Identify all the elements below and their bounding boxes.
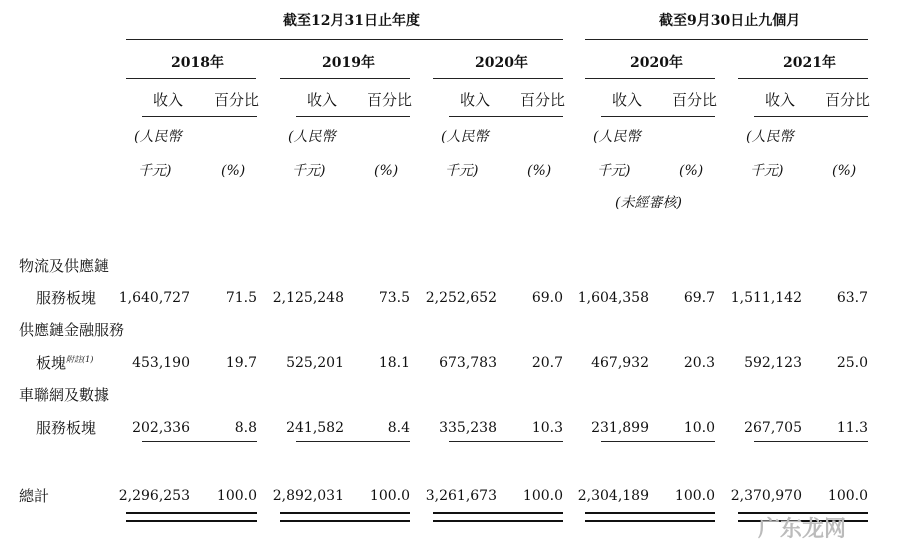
- year-header-2020-9m: 2020年: [630, 55, 683, 71]
- percent-cell: 10.0: [683, 420, 715, 436]
- percent-cell: 18.1: [378, 355, 410, 371]
- row-label-total: 總計: [19, 487, 50, 505]
- revenue-header: 收入: [153, 91, 184, 109]
- percent-cell: 100.0: [522, 488, 563, 504]
- revenue-cell: 2,125,248: [272, 290, 344, 306]
- revenue-cell: 1,604,358: [577, 290, 649, 306]
- revenue-cell: 2,252,652: [425, 290, 497, 306]
- percent-unit-label: (%): [374, 163, 399, 179]
- subheader-rule: [754, 116, 823, 117]
- subheader-rule: [449, 116, 518, 117]
- subheader-rule: [142, 116, 211, 117]
- percent-unit-label: (%): [221, 163, 246, 179]
- percent-cell: 69.7: [683, 290, 715, 306]
- sum-rule: [754, 441, 823, 442]
- total-double-rule: [126, 512, 211, 522]
- year-header-2020: 2020年: [475, 55, 528, 71]
- total-double-rule: [669, 512, 715, 522]
- percent-header: 百分比: [672, 91, 718, 109]
- percent-cell: 100.0: [216, 488, 257, 504]
- revenue-header: 收入: [765, 91, 796, 109]
- subheader-rule: [669, 116, 715, 117]
- revenue-cell: 453,190: [132, 355, 190, 371]
- subheader-rule: [364, 116, 410, 117]
- percent-cell: 20.7: [531, 355, 563, 371]
- percent-cell: 69.0: [531, 290, 563, 306]
- revenue-cell: 525,201: [286, 355, 344, 371]
- percent-cell: 11.3: [836, 420, 868, 436]
- percent-cell: 63.7: [836, 290, 868, 306]
- total-double-rule: [211, 512, 257, 522]
- year-rule: [126, 78, 256, 79]
- revenue-cell: 2,296,253: [118, 488, 190, 504]
- revenue-cell: 202,336: [132, 420, 190, 436]
- percent-cell: 20.3: [683, 355, 715, 371]
- subheader-rule: [211, 116, 257, 117]
- unaudited-label: (未經審核): [615, 195, 682, 211]
- percent-header: 百分比: [367, 91, 413, 109]
- percent-cell: 19.7: [225, 355, 257, 371]
- subheader-rule: [296, 116, 365, 117]
- percent-cell: 73.5: [378, 290, 410, 306]
- total-double-rule: [433, 512, 518, 522]
- percent-unit-label: (%): [679, 163, 704, 179]
- revenue-cell: 1,640,727: [118, 290, 190, 306]
- percent-cell: 8.4: [387, 420, 410, 436]
- year-rule: [433, 78, 563, 79]
- revenue-cell: 241,582: [286, 420, 344, 436]
- year-header-2018: 2018年: [171, 55, 224, 71]
- revenue-cell: 592,123: [744, 355, 802, 371]
- year-rule: [738, 78, 868, 79]
- year-rule: [585, 78, 715, 79]
- unit-label: (人民幣: [134, 129, 182, 145]
- subheader-rule: [517, 116, 563, 117]
- percent-cell: 10.3: [531, 420, 563, 436]
- percent-header: 百分比: [825, 91, 871, 109]
- percent-cell: 100.0: [674, 488, 715, 504]
- row-label-finance: 供應鏈金融服務: [19, 321, 125, 339]
- sum-rule: [822, 441, 868, 442]
- sum-rule: [517, 441, 563, 442]
- unit-label: 千元): [445, 163, 479, 179]
- revenue-cell: 2,370,970: [730, 488, 802, 504]
- row-label-iov-2: 服務板塊: [36, 419, 97, 437]
- sum-rule: [449, 441, 518, 442]
- sum-rule: [669, 441, 715, 442]
- percent-cell: 100.0: [369, 488, 410, 504]
- period-header-full-year: 截至12月31日止年度: [283, 13, 420, 29]
- unit-label: 千元): [750, 163, 784, 179]
- year-header-2021-9m: 2021年: [783, 55, 836, 71]
- revenue-cell: 467,932: [591, 355, 649, 371]
- revenue-cell: 2,304,189: [577, 488, 649, 504]
- revenue-cell: 267,705: [744, 420, 802, 436]
- unit-label: (人民幣: [288, 129, 336, 145]
- year-header-2019: 2019年: [322, 55, 375, 71]
- unit-label: 千元): [138, 163, 172, 179]
- revenue-cell: 1,511,142: [730, 290, 802, 306]
- sum-rule: [296, 441, 365, 442]
- percent-cell: 100.0: [827, 488, 868, 504]
- year-rule: [280, 78, 410, 79]
- percent-cell: 71.5: [225, 290, 257, 306]
- subheader-rule: [822, 116, 868, 117]
- unit-label: 千元): [292, 163, 326, 179]
- revenue-cell: 2,892,031: [272, 488, 344, 504]
- revenue-cell: 673,783: [439, 355, 497, 371]
- unit-label: (人民幣: [441, 129, 489, 145]
- revenue-cell: 231,899: [591, 420, 649, 436]
- sum-rule: [211, 441, 257, 442]
- percent-unit-label: (%): [527, 163, 552, 179]
- watermark-logo: 广东龙网: [758, 517, 847, 542]
- unit-label: (人民幣: [746, 129, 794, 145]
- total-double-rule: [585, 512, 670, 522]
- revenue-header: 收入: [460, 91, 491, 109]
- total-double-rule: [364, 512, 410, 522]
- total-double-rule: [517, 512, 563, 522]
- revenue-header: 收入: [307, 91, 338, 109]
- unit-label: 千元): [597, 163, 631, 179]
- revenue-cell: 3,261,673: [425, 488, 497, 504]
- period-header-nine-months: 截至9月30日止九個月: [659, 13, 801, 29]
- sum-rule: [601, 441, 670, 442]
- row-label-logistics: 物流及供應鏈: [19, 257, 110, 275]
- total-double-rule: [280, 512, 365, 522]
- row-label-iov: 車聯網及數據: [19, 386, 110, 404]
- row-label-finance-2: 板塊$^{附註(1)}$: [36, 354, 94, 372]
- revenue-header: 收入: [612, 91, 643, 109]
- sum-rule: [364, 441, 410, 442]
- percent-unit-label: (%): [832, 163, 857, 179]
- header-rule-full-year: [126, 39, 563, 40]
- sum-rule: [142, 441, 211, 442]
- percent-cell: 25.0: [836, 355, 868, 371]
- row-label-logistics-2: 服務板塊: [36, 289, 97, 307]
- revenue-cell: 335,238: [439, 420, 497, 436]
- percent-header: 百分比: [520, 91, 566, 109]
- percent-header: 百分比: [214, 91, 260, 109]
- subheader-rule: [601, 116, 670, 117]
- unit-label: (人民幣: [593, 129, 641, 145]
- header-rule-nine-months: [585, 39, 868, 40]
- percent-cell: 8.8: [234, 420, 257, 436]
